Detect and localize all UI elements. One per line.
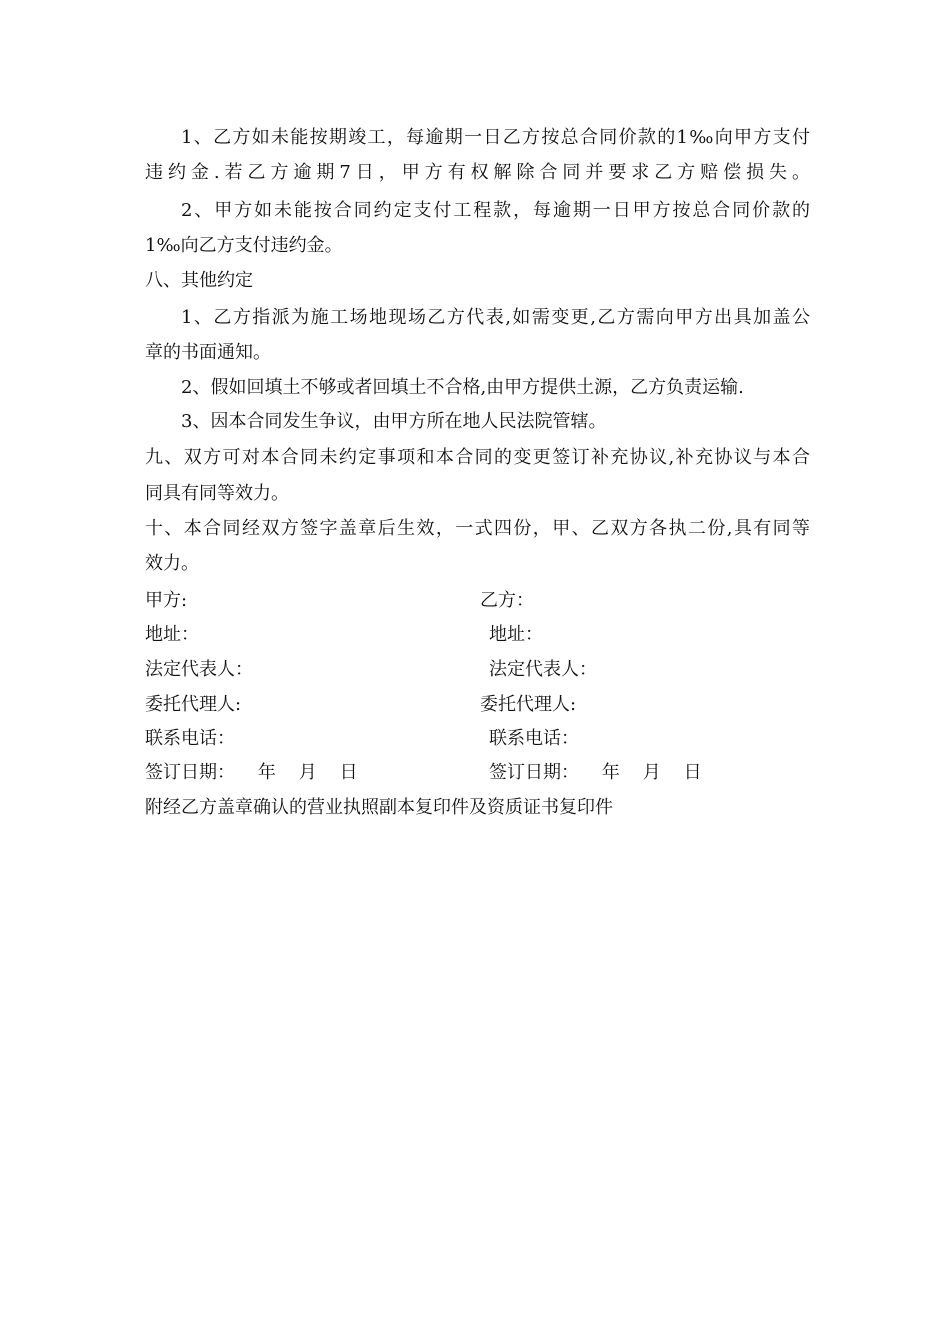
clause-8-3: 3、因本合同发生争议，由甲方所在地人民法院管辖。 — [181, 411, 607, 432]
party-a-label: 甲方: — [145, 590, 188, 611]
section-8-heading: 八、其他约定 — [145, 270, 253, 291]
party-b-address: 地址： — [489, 624, 543, 645]
section-10-line-1: 十、本合同经双方签字盖章后生效，一式四份，甲、乙双方各执二份,具有同等 — [145, 518, 810, 539]
clause-7-1-line-2: 违约金.若乙方逾期7日，甲方有权解除合同并要求乙方赔偿损失。 — [145, 162, 810, 183]
clause-7-2-line-2: 1‰向乙方支付违约金。 — [145, 235, 343, 256]
party-a-address: 地址： — [145, 624, 199, 645]
clause-8-1-line-2: 章的书面通知。 — [145, 342, 271, 363]
clause-7-1-line-1: 1、乙方如未能按期竣工，每逾期一日乙方按总合同价款的1‰向甲方支付 — [181, 127, 810, 148]
party-a-sign-date: 签订日期： 年 月 日 — [145, 762, 358, 783]
party-b-agent: 委托代理人: — [480, 694, 577, 715]
section-9-line-1: 九、双方可对本合同未约定事项和本合同的变更签订补充协议,补充协议与本合 — [145, 447, 810, 468]
section-9-line-2: 同具有同等效力。 — [145, 483, 289, 504]
party-a-phone: 联系电话： — [145, 728, 235, 749]
party-b-sign-date: 签订日期： 年 月 日 — [489, 762, 702, 783]
party-b-legal-rep: 法定代表人： — [489, 659, 597, 680]
attachment-note: 附经乙方盖章确认的营业执照副本复印件及资质证书复印件 — [145, 797, 613, 818]
party-b-label: 乙方： — [480, 590, 534, 611]
section-10-line-2: 效力。 — [145, 553, 199, 574]
clause-7-2-line-1: 2、甲方如未能按合同约定支付工程款，每逾期一日甲方按总合同价款的 — [181, 200, 810, 221]
clause-8-1-line-1: 1、乙方指派为施工场地现场乙方代表,如需变更,乙方需向甲方出具加盖公 — [181, 307, 810, 328]
clause-8-2: 2、假如回填土不够或者回填土不合格,由甲方提供土源，乙方负责运输. — [181, 377, 744, 398]
party-a-agent: 委托代理人: — [145, 694, 242, 715]
party-b-phone: 联系电话： — [489, 728, 579, 749]
party-a-legal-rep: 法定代表人： — [145, 659, 253, 680]
